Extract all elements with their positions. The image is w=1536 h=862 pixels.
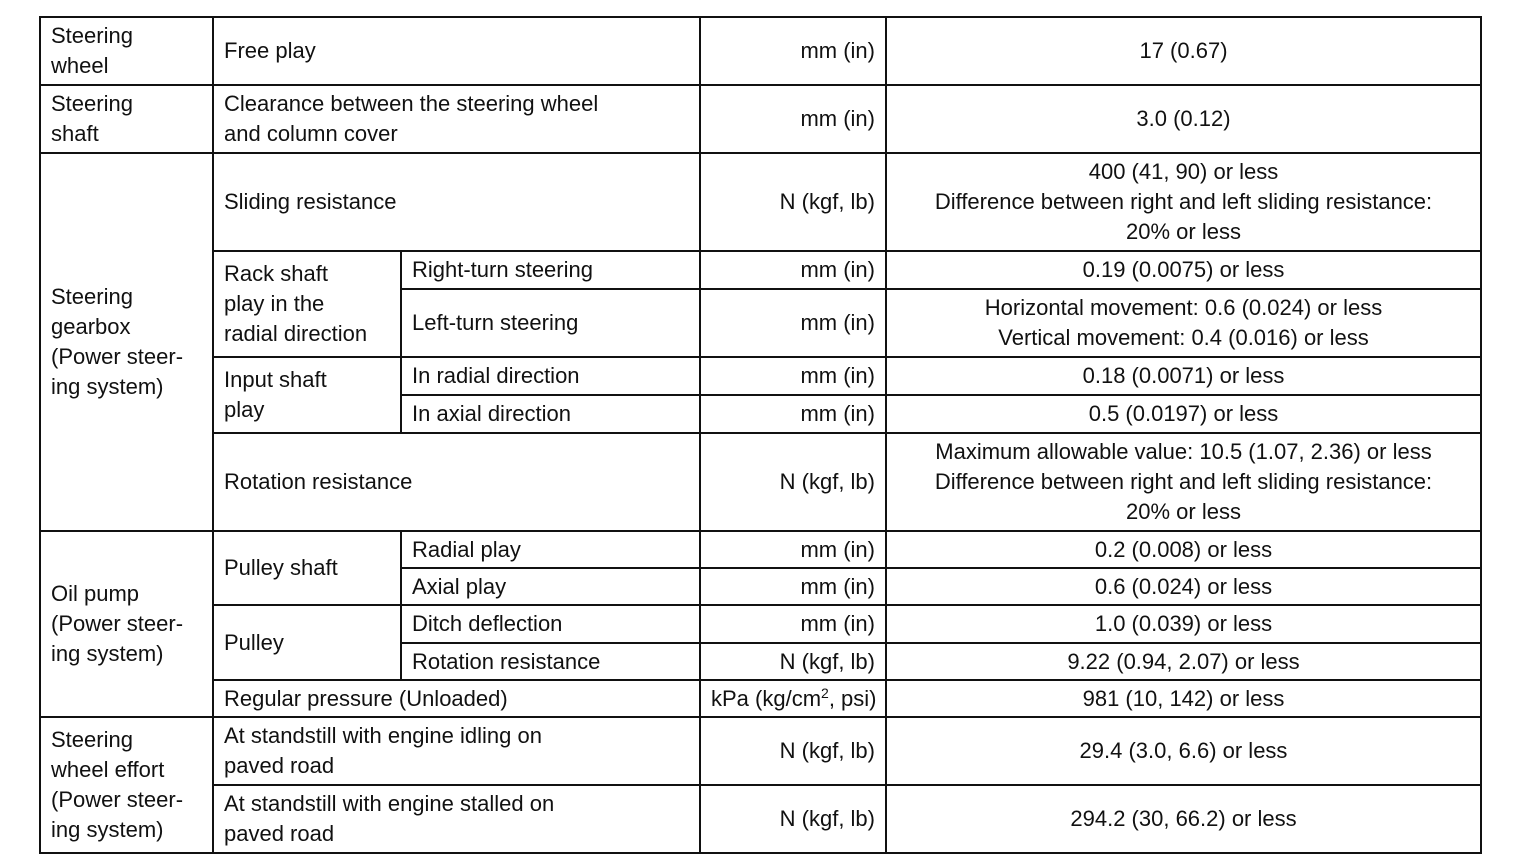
- category-steering-wheel-effort: Steering wheel effort (Power steer- ing system): [40, 717, 213, 853]
- table-row: [40, 17, 1481, 85]
- item-axial-direction: In axial direction: [401, 395, 700, 433]
- table-row: [40, 717, 1481, 785]
- table-row: [40, 357, 1481, 395]
- unit-cell: mm (in): [700, 85, 886, 153]
- value-cell: 400 (41, 90) or less Difference between right and left sliding resistance: 20% or less: [886, 153, 1481, 251]
- unit-cell: mm (in): [700, 289, 886, 357]
- item-pulley-rotation-resistance: Rotation resistance: [401, 643, 700, 680]
- value-cell: 3.0 (0.12): [886, 85, 1481, 153]
- group-input-shaft-play: Input shaft play: [213, 357, 401, 433]
- group-pulley: Pulley: [213, 605, 401, 680]
- item-sliding-resistance: Sliding resistance: [213, 153, 700, 251]
- item-left-turn-steering: Left-turn steering: [401, 289, 700, 357]
- table-row: [40, 680, 1481, 717]
- table-row: [40, 153, 1481, 251]
- category-oil-pump: Oil pump (Power steer- ing system): [40, 531, 213, 717]
- value-cell: 9.22 (0.94, 2.07) or less: [886, 643, 1481, 680]
- table-row: [40, 785, 1481, 853]
- category-steering-gearbox: Steering gearbox (Power steer- ing system): [40, 153, 213, 531]
- value-cell: Maximum allowable value: 10.5 (1.07, 2.36) or less Difference between right and left sliding resistance: 20% or less: [886, 433, 1481, 531]
- value-cell: 981 (10, 142) or less: [886, 680, 1481, 717]
- value-cell: 1.0 (0.039) or less: [886, 605, 1481, 643]
- unit-cell-pressure: kPa ($kg/cm^2$, psi): [700, 680, 886, 717]
- unit-cell: N (kgf, lb): [700, 643, 886, 680]
- unit-cell: N (kgf, lb): [700, 717, 886, 785]
- value-cell: 0.19 (0.0075) or less: [886, 251, 1481, 289]
- value-cell: 29.4 (3.0, 6.6) or less: [886, 717, 1481, 785]
- value-cell: 0.5 (0.0197) or less: [886, 395, 1481, 433]
- value-cell: 294.2 (30, 66.2) or less: [886, 785, 1481, 853]
- item-clearance: Clearance between the steering wheel and column cover: [213, 85, 700, 153]
- table-row: [40, 85, 1481, 153]
- specification-table: [39, 16, 1482, 854]
- unit-cell: N (kgf, lb): [700, 433, 886, 531]
- item-axial-play: Axial play: [401, 568, 700, 605]
- unit-cell: mm (in): [700, 531, 886, 568]
- item-engine-stalled: At standstill with engine stalled on paved road: [213, 785, 700, 853]
- item-free-play: Free play: [213, 17, 700, 85]
- item-rotation-resistance: Rotation resistance: [213, 433, 700, 531]
- group-rack-shaft-play: Rack shaft play in the radial direction: [213, 251, 401, 357]
- unit-cell: mm (in): [700, 605, 886, 643]
- value-cell: 17 (0.67): [886, 17, 1481, 85]
- value-cell: 0.18 (0.0071) or less: [886, 357, 1481, 395]
- unit-cell: mm (in): [700, 17, 886, 85]
- table-row: [40, 251, 1481, 289]
- group-pulley-shaft: Pulley shaft: [213, 531, 401, 605]
- table-row: [40, 531, 1481, 568]
- unit-cell: N (kgf, lb): [700, 785, 886, 853]
- item-right-turn-steering: Right-turn steering: [401, 251, 700, 289]
- unit-cell: mm (in): [700, 251, 886, 289]
- item-regular-pressure: Regular pressure (Unloaded): [213, 680, 700, 717]
- unit-cell: N (kgf, lb): [700, 153, 886, 251]
- item-radial-play: Radial play: [401, 531, 700, 568]
- table-row: [40, 605, 1481, 643]
- unit-cell: mm (in): [700, 357, 886, 395]
- item-radial-direction: In radial direction: [401, 357, 700, 395]
- value-cell: Horizontal movement: 0.6 (0.024) or less Vertical movement: 0.4 (0.016) or less: [886, 289, 1481, 357]
- item-engine-idling: At standstill with engine idling on paved road: [213, 717, 700, 785]
- value-cell: 0.2 (0.008) or less: [886, 531, 1481, 568]
- item-ditch-deflection: Ditch deflection: [401, 605, 700, 643]
- category-steering-shaft: Steering shaft: [40, 85, 213, 153]
- table-row: [40, 433, 1481, 531]
- category-steering-wheel: Steering wheel: [40, 17, 213, 85]
- unit-cell: mm (in): [700, 568, 886, 605]
- unit-cell: mm (in): [700, 395, 886, 433]
- value-cell: 0.6 (0.024) or less: [886, 568, 1481, 605]
